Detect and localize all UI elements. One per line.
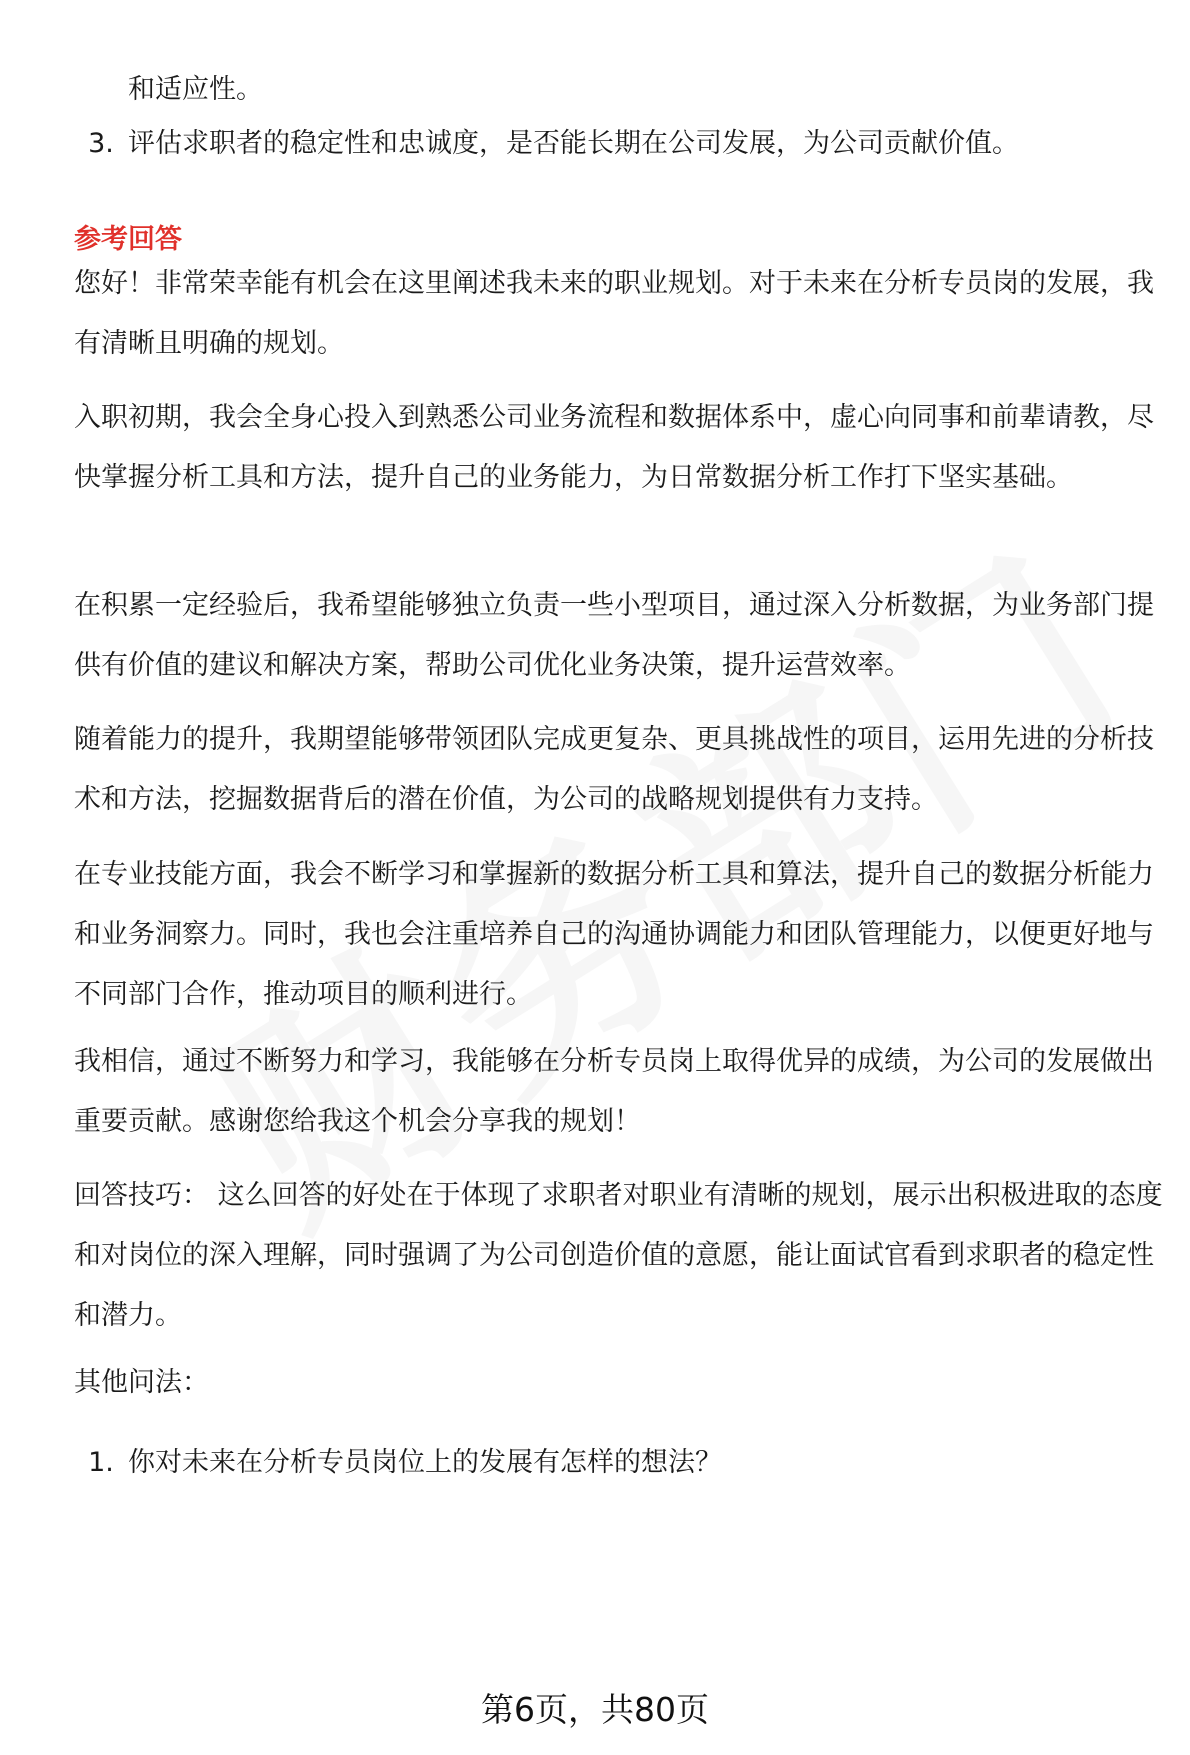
list-item	[74, 1433, 1164, 1493]
paragraph: 您好！非常荣幸能有机会在这里阐述我未来的职业规划。对于未来在分析专员岗的发展，我有清晰且明确的规划。	[74, 268, 1154, 359]
list-item-continuation: 和适应性。	[128, 74, 263, 105]
answer-tip: 回答技巧： 这么回答的好处在于体现了求职者对职业有清晰的规划，展示出积极进取的态度和对岗位的深入理解，同时强调了为公司创造价值的意愿，能让面试官看到求职者的稳定性和潜力。	[74, 1180, 1163, 1331]
list-item	[74, 114, 1164, 174]
paragraph: 在积累一定经验后，我希望能够独立负责一些小型项目，通过深入分析数据，为业务部门提供有价值的建议和解决方案，帮助公司优化业务决策，提升运营效率。	[74, 590, 1154, 681]
paragraph: 随着能力的提升，我期望能够带领团队完成更复杂、更具挑战性的项目，运用先进的分析技术和方法，挖掘数据背后的潜在价值，为公司的战略规划提供有力支持。	[74, 724, 1154, 815]
list-number: 3.	[88, 128, 114, 159]
list-number: 1.	[88, 1447, 114, 1478]
paragraph: 在专业技能方面，我会不断学习和掌握新的数据分析工具和算法，提升自己的数据分析能力和业务洞察力。同时，我也会注重培养自己的沟通协调能力和团队管理能力，以便更好地与不同部门合作，推动项目的顺利进行。	[74, 859, 1154, 1010]
paragraph: 我相信，通过不断努力和学习，我能够在分析专员岗上取得优异的成绩，为公司的发展做出重要贡献。感谢您给我这个机会分享我的规划！	[74, 1046, 1154, 1137]
paragraph: 入职初期，我会全身心投入到熟悉公司业务流程和数据体系中，虚心向同事和前辈请教，尽快掌握分析工具和方法，提升自己的业务能力，为日常数据分析工作打下坚实基础。	[74, 402, 1154, 493]
list-item-text: 你对未来在分析专员岗位上的发展有怎样的想法？	[128, 1447, 722, 1478]
page-footer: 第6页，共80页	[481, 1690, 709, 1729]
reference-answer-heading: 参考回答	[74, 224, 182, 255]
other-questions-label: 其他问法：	[74, 1367, 209, 1398]
list-item-text: 评估求职者的稳定性和忠诚度，是否能长期在公司发展，为公司贡献价值。	[128, 128, 1019, 159]
